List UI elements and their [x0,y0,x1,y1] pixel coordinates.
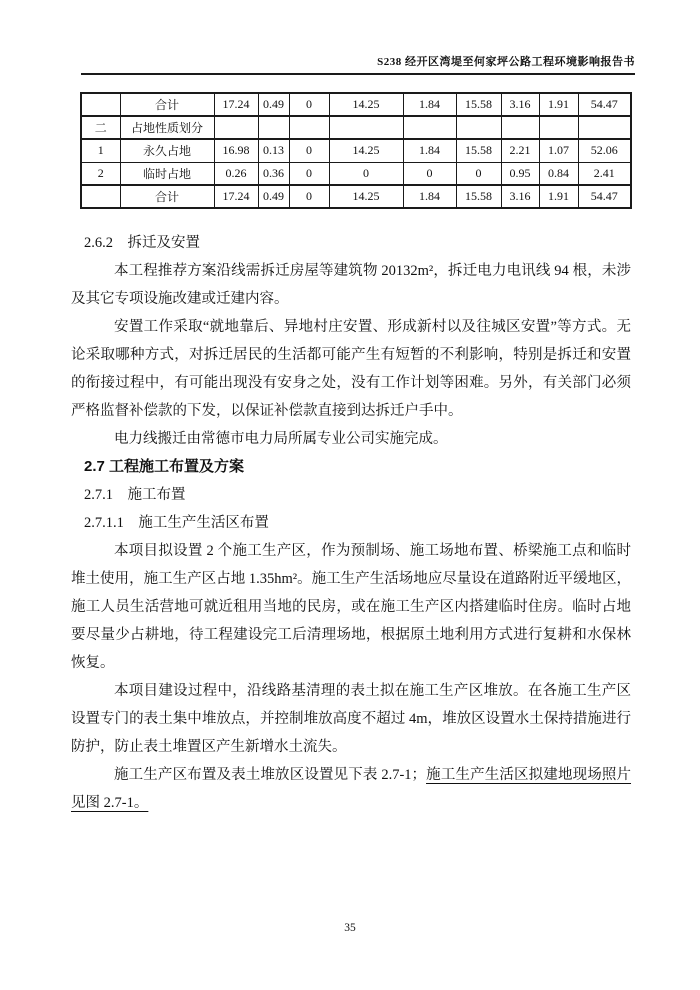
header-rule [81,73,635,75]
table-cell: 1.07 [539,139,578,162]
paragraph-reference [71,761,631,817]
table-cell: 17.24 [214,185,258,208]
table-cell: 0 [289,139,329,162]
table-cell: 1.91 [539,185,578,208]
section-heading-2-6-2: 2.6.2 拆迁及安置 [84,235,200,251]
paragraph-topsoil: 本项目建设过程中，沿线路基清理的表土拟在施工生产区堆放。在各施工生产区设置专门的表土集中堆放点，并控制堆放高度不超过 4m，堆放区设置水土保持措施进行防护，防止表土堆置区产生新增水土流失。 [71,683,631,755]
row-label-cell: 合计 [120,93,214,116]
page-number: 35 [344,922,356,934]
table-cell: 2.21 [501,139,539,162]
paragraph-powerline: 电力线搬迁由常德市电力局所属专业公司实施完成。 [114,431,448,447]
section-heading-2-7-1-1: 2.7.1.1 施工生产生活区布置 [84,515,269,531]
table-row [81,139,631,162]
table-cell: 3.16 [501,185,539,208]
table-cell: 17.24 [214,93,258,116]
row-num-cell: 2 [81,162,120,185]
table-cell: 0 [403,162,456,185]
table-cell: 1.84 [403,93,456,116]
paragraph-demolition: 本工程推荐方案沿线需拆迁房屋等建筑物 20132m²，拆迁电力电讯线 94 根，未涉及其它专项设施改建或迁建内容。 [71,263,631,307]
table-cell: 2.41 [578,162,631,185]
row-label-cell: 合计 [120,185,214,208]
document-body [71,229,631,817]
table-cell [456,116,501,139]
running-header-title: S238 经开区湾堤至何家坪公路工程环境影响报告书 [377,56,635,68]
paragraph-resettlement: 安置工作采取“就地靠后、异地村庄安置、形成新村以及往城区安置”等方式。无论采取哪种方式，对拆迁居民的生活都可能产生有短暂的不利影响，特别是拆迁和安置的衔接过程中，有可能出现没有安身之处，没有工作计划等困难。另外，有关部门必须严格监督补偿款的下发，以保证补偿款直接到达拆迁户手中。 [71,319,631,419]
table-cell: 0.36 [258,162,289,185]
table-cell: 14.25 [329,139,403,162]
table-cell: 1.84 [403,185,456,208]
reference-underlined-text: 施工生产生活区拟建地现场照片见图 2.7-1。 [71,767,632,811]
table-cell: 3.16 [501,93,539,116]
table-cell [403,116,456,139]
table-cell: 14.25 [329,93,403,116]
reference-text: 施工生产区布置及表土堆放区设置见下表 2.7-1； [114,767,427,783]
table-cell: 0.49 [258,185,289,208]
section-heading-2-7: 2.7 工程施工布置及方案 [84,458,245,475]
land-occupation-table [80,92,631,209]
table-cell: 1.84 [403,139,456,162]
table-cell: 0 [289,162,329,185]
row-label-cell: 占地性质划分 [120,116,214,139]
land-occupation-table-grid [80,92,632,209]
table-cell: 52.06 [578,139,631,162]
table-cell [258,116,289,139]
row-num-cell [81,93,120,116]
table-cell [214,116,258,139]
table-cell [289,116,329,139]
paragraph-production-area: 本项目拟设置 2 个施工生产区，作为预制场、施工场地布置、桥梁施工点和临时堆土使用，施工生产区占地 1.35hm²。施工生产生活场地应尽量设在道路附近平缓地区，施工人员生活营地可就近租用当地的民房，或在施工生产区内搭建临时住房。临时占地要尽量少占耕地，待工程建设完工后清理场地，根据原土地利用方式进行复耕和水保林恢复。 [71,543,631,671]
table-cell: 0.84 [539,162,578,185]
table-row [81,185,631,208]
table-cell: 1.91 [539,93,578,116]
table-cell: 0 [456,162,501,185]
table-cell: 0 [329,162,403,185]
table-cell: 0.26 [214,162,258,185]
row-label-cell: 永久占地 [120,139,214,162]
table-cell: 15.58 [456,185,501,208]
section-heading-2-7-1: 2.7.1 施工布置 [84,487,186,503]
table-cell [329,116,403,139]
table-row [81,162,631,185]
table-row [81,116,631,139]
table-cell: 0.95 [501,162,539,185]
row-num-cell: 二 [81,116,120,139]
table-row [81,93,631,116]
row-num-cell [81,185,120,208]
table-cell: 54.47 [578,185,631,208]
row-num-cell: 1 [81,139,120,162]
table-cell: 14.25 [329,185,403,208]
row-label-cell: 临时占地 [120,162,214,185]
table-cell: 15.58 [456,93,501,116]
table-cell: 54.47 [578,93,631,116]
table-cell: 0.49 [258,93,289,116]
table-cell: 15.58 [456,139,501,162]
table-cell: 16.98 [214,139,258,162]
table-cell [501,116,539,139]
table-cell: 0 [289,93,329,116]
table-cell: 0.13 [258,139,289,162]
table-cell: 0 [289,185,329,208]
table-cell [578,116,631,139]
table-cell [539,116,578,139]
